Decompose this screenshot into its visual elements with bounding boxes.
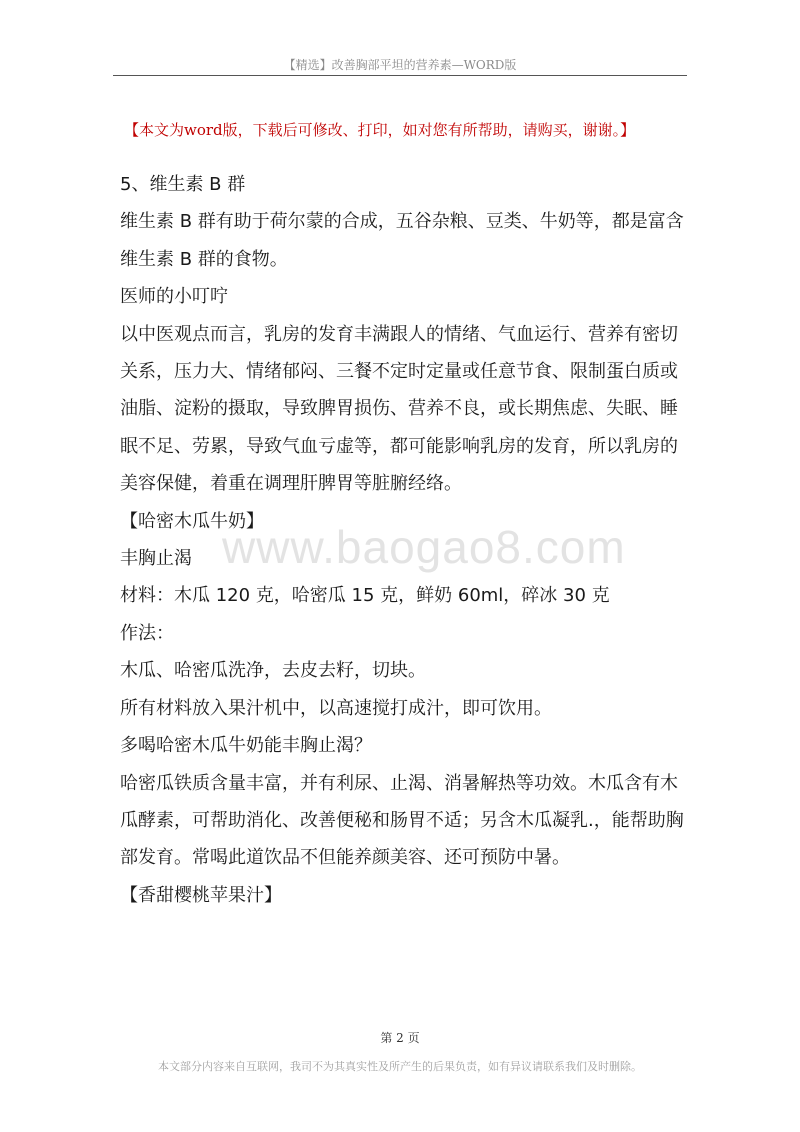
recipe-ingredients: 材料：木瓜 120 克，哈密瓜 15 克，鲜奶 60ml，碎冰 30 克	[120, 585, 610, 607]
section-heading-vitamin-b: 5、维生素 B 群	[120, 174, 246, 195]
header-divider	[113, 75, 687, 76]
section-heading-doctor-tips: 医师的小叮咛	[120, 286, 228, 308]
paragraph-tcm-view: 以中医观点而言，乳房的发育丰满跟人的情绪、气血运行、营养有密切关系，压力大、情绪郁闷、三餐不定时定量或任意节食、限制蛋白质或油脂、淀粉的摄取，导致脾胃损伤、营养不良，或长期焦虑、失眠、睡眠不足、劳累，导致气血亏虚等，都可能影响乳房的发育，所以乳房的美容保健，着重在调理肝脾胃等脏腑经络。	[120, 323, 678, 495]
recipe-step-2: 所有材料放入果汁机中，以高速搅打成汁，即可饮用。	[120, 697, 552, 719]
recipe-title-cherry-apple: 【香甜樱桃苹果汁】	[120, 884, 282, 906]
recipe-step-1: 木瓜、哈密瓜洗净，去皮去籽，切块。	[120, 660, 426, 682]
recipe-title-papaya-milk: 【哈密木瓜牛奶】	[120, 510, 264, 532]
recipe-subtitle: 丰胸止渴	[120, 548, 192, 570]
recipe-question: 多喝哈密木瓜牛奶能丰胸止渴？	[120, 735, 372, 757]
page-number: 第 2 页	[380, 1031, 420, 1045]
paragraph-vitamin-b: 维生素 B 群有助于荷尔蒙的合成，五谷杂粮、豆类、牛奶等，都是富含维生素 B 群的食物。	[120, 211, 684, 270]
recipe-method-label: 作法：	[120, 622, 174, 644]
recipe-explanation: 哈密瓜铁质含量丰富，并有利尿、止渴、消暑解热等功效。木瓜含有木瓜酵素，可帮助消化、改善便秘和肠胃不适；另含木瓜凝乳.，能帮助胸部发育。常喝此道饮品不但能养颜美容、还可预防中暑。	[120, 772, 684, 869]
watermark: www.baogao8.com	[222, 521, 626, 573]
document-body	[120, 166, 695, 914]
purchase-notice: 【本文为word版，下载后可修改、打印，如对您有所帮助，请购买，谢谢。】	[124, 121, 636, 139]
page-header: 【精选】改善胸部平坦的营养素—WORD版	[283, 58, 517, 72]
footer-disclaimer: 本文部分内容来自互联网，我司不为其真实性及所产生的后果负责，如有异议请联系我们及时删除。	[158, 1060, 642, 1073]
